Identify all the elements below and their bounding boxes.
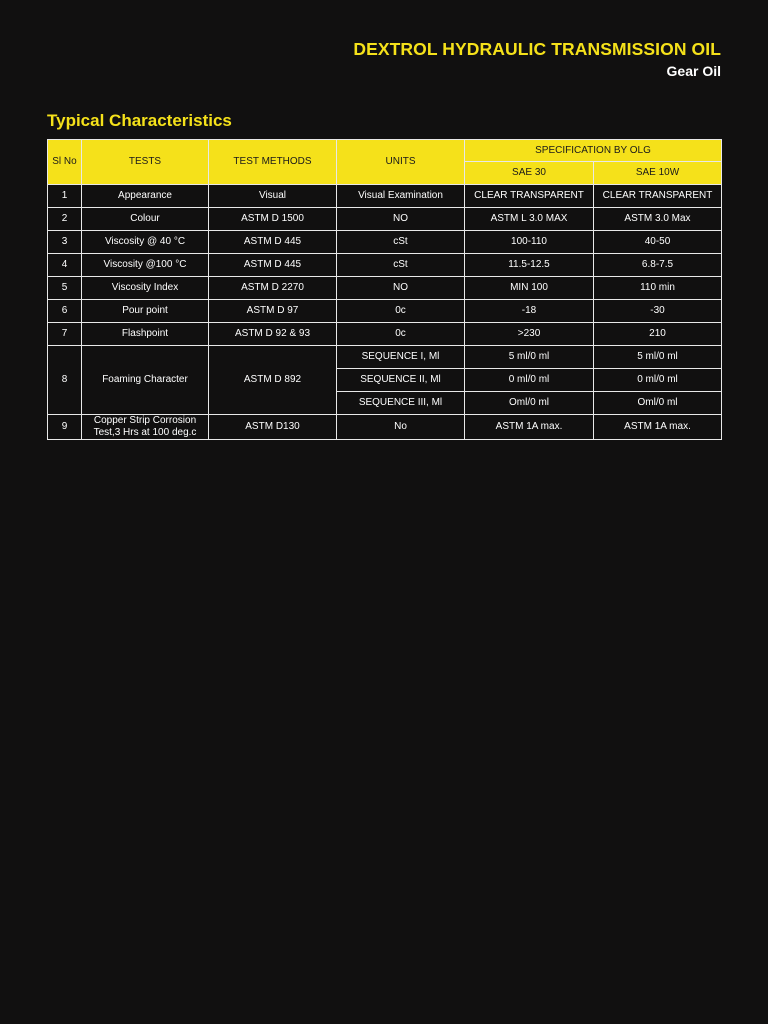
cell-test: Viscosity @100 °C bbox=[82, 254, 209, 277]
table-row bbox=[48, 277, 722, 300]
cell-unit: SEQUENCE III, Ml bbox=[337, 392, 465, 415]
header-sae30: SAE 30 bbox=[465, 162, 594, 185]
cell-sae10w: ASTM 1A max. bbox=[594, 415, 722, 440]
cell-method: ASTM D 92 & 93 bbox=[209, 323, 337, 346]
cell-sae30: 0 ml/0 ml bbox=[465, 369, 594, 392]
header-test-methods: TEST METHODS bbox=[209, 140, 337, 185]
cell-sae30: 5 ml/0 ml bbox=[465, 346, 594, 369]
cell-unit: NO bbox=[337, 208, 465, 231]
section-title: Typical Characteristics bbox=[47, 111, 232, 130]
cell-sae30: ASTM 1A max. bbox=[465, 415, 594, 440]
table-row bbox=[48, 323, 722, 346]
cell-no: 9 bbox=[48, 415, 82, 440]
document-title: DEXTROL HYDRAULIC TRANSMISSION OIL bbox=[353, 39, 721, 59]
cell-sae10w: 210 bbox=[594, 323, 722, 346]
cell-sae10w: 5 ml/0 ml bbox=[594, 346, 722, 369]
cell-sae30: Oml/0 ml bbox=[465, 392, 594, 415]
cell-test: Viscosity Index bbox=[82, 277, 209, 300]
cell-sae30: 11.5-12.5 bbox=[465, 254, 594, 277]
cell-no: 6 bbox=[48, 300, 82, 323]
table-row bbox=[48, 300, 722, 323]
document-subtitle: Gear Oil bbox=[666, 63, 721, 79]
cell-sae10w: Oml/0 ml bbox=[594, 392, 722, 415]
cell-sae10w: 0 ml/0 ml bbox=[594, 369, 722, 392]
cell-sae30: -18 bbox=[465, 300, 594, 323]
table-header-row bbox=[48, 140, 722, 162]
cell-sae10w: CLEAR TRANSPARENT bbox=[594, 185, 722, 208]
cell-method: Visual bbox=[209, 185, 337, 208]
cell-no: 2 bbox=[48, 208, 82, 231]
cell-sae30: ASTM L 3.0 MAX bbox=[465, 208, 594, 231]
header-units: UNITS bbox=[337, 140, 465, 185]
cell-no: 5 bbox=[48, 277, 82, 300]
table-row bbox=[48, 254, 722, 277]
cell-sae30: 100-110 bbox=[465, 231, 594, 254]
table-row bbox=[48, 185, 722, 208]
cell-test: Colour bbox=[82, 208, 209, 231]
cell-sae10w: 6.8-7.5 bbox=[594, 254, 722, 277]
cell-sae30: CLEAR TRANSPARENT bbox=[465, 185, 594, 208]
document-header bbox=[353, 38, 721, 81]
cell-unit: NO bbox=[337, 277, 465, 300]
cell-test: Foaming Character bbox=[82, 346, 209, 415]
cell-no: 1 bbox=[48, 185, 82, 208]
cell-test: Viscosity @ 40 °C bbox=[82, 231, 209, 254]
cell-sae10w: 110 min bbox=[594, 277, 722, 300]
cell-sae10w: 40-50 bbox=[594, 231, 722, 254]
cell-test: Flashpoint bbox=[82, 323, 209, 346]
cell-unit: SEQUENCE I, Ml bbox=[337, 346, 465, 369]
cell-sae10w: -30 bbox=[594, 300, 722, 323]
header-sl-no: Sl No bbox=[48, 140, 82, 185]
cell-test: Pour point bbox=[82, 300, 209, 323]
cell-unit: SEQUENCE II, Ml bbox=[337, 369, 465, 392]
cell-method: ASTM D 2270 bbox=[209, 277, 337, 300]
header-specification-group: SPECIFICATION BY OLG bbox=[465, 140, 722, 162]
cell-unit: No bbox=[337, 415, 465, 440]
cell-unit: cSt bbox=[337, 231, 465, 254]
header-tests: TESTS bbox=[82, 140, 209, 185]
header-sae10w: SAE 10W bbox=[594, 162, 722, 185]
cell-test: Copper Strip Corrosion Test,3 Hrs at 100 deg.c bbox=[82, 415, 209, 440]
cell-no: 8 bbox=[48, 346, 82, 415]
cell-unit: Visual Examination bbox=[337, 185, 465, 208]
table-row bbox=[48, 346, 722, 369]
cell-method: ASTM D 892 bbox=[209, 346, 337, 415]
cell-method: ASTM D 445 bbox=[209, 231, 337, 254]
cell-unit: 0c bbox=[337, 300, 465, 323]
cell-sae30: >230 bbox=[465, 323, 594, 346]
cell-no: 3 bbox=[48, 231, 82, 254]
table-row bbox=[48, 231, 722, 254]
table-row bbox=[48, 208, 722, 231]
cell-no: 4 bbox=[48, 254, 82, 277]
table-row bbox=[48, 415, 722, 440]
characteristics-table bbox=[47, 139, 722, 440]
cell-sae30: MIN 100 bbox=[465, 277, 594, 300]
cell-test: Appearance bbox=[82, 185, 209, 208]
cell-no: 7 bbox=[48, 323, 82, 346]
cell-method: ASTM D 445 bbox=[209, 254, 337, 277]
cell-sae10w: ASTM 3.0 Max bbox=[594, 208, 722, 231]
cell-unit: 0c bbox=[337, 323, 465, 346]
cell-method: ASTM D 97 bbox=[209, 300, 337, 323]
cell-method: ASTM D130 bbox=[209, 415, 337, 440]
cell-method: ASTM D 1500 bbox=[209, 208, 337, 231]
cell-unit: cSt bbox=[337, 254, 465, 277]
